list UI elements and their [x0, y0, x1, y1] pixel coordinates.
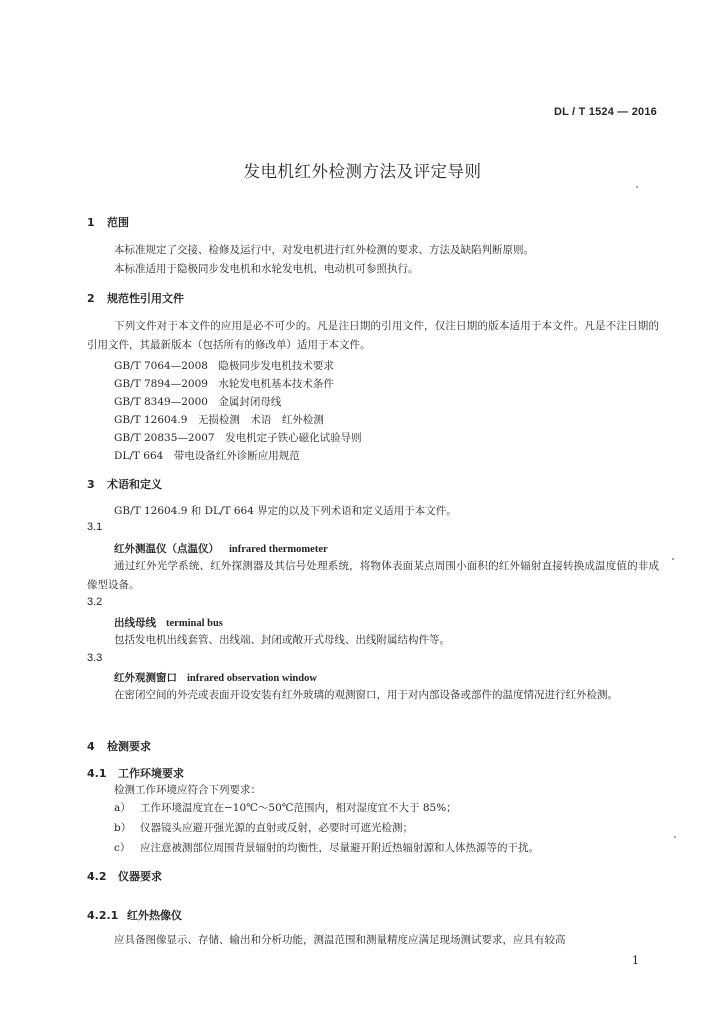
- reference-item: GB/T 20835—2007 发电机定子铁心磁化试验导则: [114, 432, 362, 444]
- subsection-number: 4.2: [87, 870, 107, 883]
- section-number: 2: [87, 292, 95, 305]
- terms-intro: GB/T 12604.9 和 DL/T 664 界定的以及下列术语和定义适用于本文件。: [114, 505, 457, 517]
- term-name: [114, 541, 328, 556]
- list-marker: c）: [114, 842, 131, 854]
- list-text: 工作环境温度宜在−10℃～50℃范围内，相对湿度宜不大于 85%；: [140, 802, 457, 814]
- document-title: 发电机红外检测方法及评定导则: [243, 162, 482, 181]
- section-title: 规范性引用文件: [107, 292, 184, 305]
- reference-item: DL/T 664 带电设备红外诊断应用规范: [114, 450, 300, 462]
- list-item: [114, 840, 539, 855]
- term-name-cn: 红外测温仪（点温仪）: [114, 543, 219, 555]
- term-name: [114, 670, 317, 685]
- term-name: [114, 615, 223, 630]
- scan-speck: [674, 836, 676, 838]
- reference-item: GB/T 7894—2009 水轮发电机基本技术条件: [114, 378, 334, 390]
- subsection-title: 仪器要求: [118, 870, 162, 883]
- subsection-title: 红外热像仪: [127, 909, 182, 922]
- reference-item: GB/T 7064—2008 隐极同步发电机技术要求: [114, 360, 334, 372]
- list-item: [114, 820, 413, 835]
- section-title: 范围: [107, 216, 129, 229]
- section-2-heading: [87, 290, 184, 306]
- page-number: 1: [632, 954, 639, 967]
- reference-item: GB/T 12604.9 无损检测 术语 红外检测: [114, 414, 324, 426]
- subsection-number: 4.2.1: [87, 909, 119, 922]
- list-marker: b）: [114, 822, 132, 834]
- section-title: 检测要求: [107, 740, 151, 753]
- list-marker: a）: [114, 802, 131, 814]
- section-4-heading: [87, 738, 151, 754]
- scan-speck: [636, 186, 638, 188]
- term-name-cn: 红外观测窗口: [114, 672, 177, 684]
- term-name-en: infrared thermometer: [229, 544, 328, 555]
- term-name-cn: 出线母线: [114, 617, 156, 629]
- environment-intro: 检测工作环境应符合下列要求：: [114, 784, 261, 796]
- thermal-imager-text: 应具备图像显示、存储、输出和分析功能，测温范围和测量精度应满足现场测试要求，应具有较高: [114, 934, 566, 946]
- section-title: 术语和定义: [107, 478, 162, 491]
- term-definition: 在密闭空间的外壳或表面开设安装有红外玻璃的观测窗口，用于对内部设备或部件的温度情况进行红外检测。: [114, 689, 618, 701]
- scope-paragraph-1: 本标准规定了交接、检修及运行中，对发电机进行红外检测的要求、方法及缺陷判断原则。: [114, 244, 534, 256]
- list-text: 应注意被测部位周围背景辐射的均衡性，尽量避开附近热辐射源和人体热源等的干扰。: [140, 842, 539, 854]
- standard-code: DL / T 1524 — 2016: [553, 106, 657, 118]
- subsection-4-2-1-heading: [87, 907, 182, 923]
- subsection-number: 4.1: [87, 767, 107, 780]
- section-number: 4: [87, 740, 95, 753]
- section-1-heading: [87, 214, 129, 230]
- scope-paragraph-2: 本标准适用于隐极同步发电机和水轮发电机，电动机可参照执行。: [114, 263, 419, 275]
- section-3-heading: [87, 476, 162, 492]
- term-number: 3.1: [87, 521, 103, 533]
- section-number: 1: [87, 216, 95, 229]
- references-intro: 下列文件对于本文件的应用是必不可少的。凡是注日期的引用文件，仅注日期的版本适用于本文件。凡是不注日期的引用文件，其最新版本（包括所有的修改单）适用于本文件。: [87, 320, 659, 351]
- subsection-4-1-heading: [87, 765, 184, 781]
- term-number: 3.2: [87, 596, 103, 608]
- term-definition: 通过红外光学系统、红外探测器及其信号处理系统，将物体表面某点周围小面积的红外辐射直接转换成温度值的非成像型设备。: [87, 560, 659, 591]
- term-number: 3.3: [87, 652, 103, 664]
- scan-speck: [672, 558, 674, 560]
- term-name-en: infrared observation window: [187, 673, 317, 684]
- term-definition: 包括发电机出线套管、出线端、封闭或敞开式母线、出线附属结构件等。: [114, 634, 450, 646]
- subsection-4-2-heading: [87, 868, 162, 884]
- list-text: 仪器镜头应避开强光源的直射或反射，必要时可遮光检测；: [140, 822, 413, 834]
- subsection-title: 工作环境要求: [118, 767, 184, 780]
- term-name-en: terminal bus: [166, 618, 223, 629]
- list-item: [114, 800, 457, 815]
- section-number: 3: [87, 478, 95, 491]
- reference-item: GB/T 8349—2000 金属封闭母线: [114, 396, 282, 408]
